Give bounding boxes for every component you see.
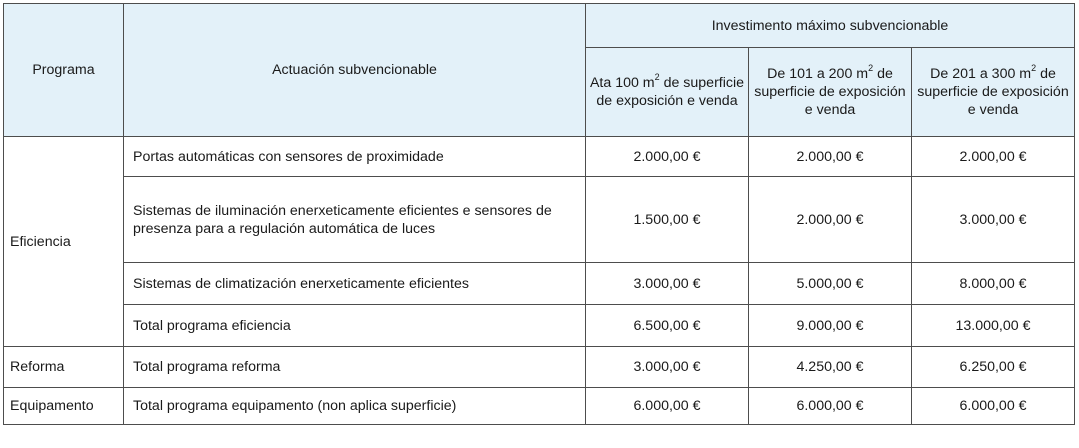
table-row: [4, 347, 1075, 388]
table-row: [4, 388, 1075, 425]
value-cell: 2.000,00 €: [749, 177, 912, 263]
actuacion-cell: Portas automáticas con sensores de proximidade: [124, 137, 586, 177]
value-cell: 6.000,00 €: [749, 388, 912, 425]
value-cell: 6.250,00 €: [912, 347, 1075, 388]
header-programa: Programa: [4, 4, 124, 137]
programa-cell-reforma: Reforma: [4, 347, 124, 388]
header-col-ata-100: Ata 100 $m^2$ de superficie de exposición e venda: [586, 48, 749, 137]
value-cell: 6.500,00 €: [586, 305, 749, 347]
value-cell: 3.000,00 €: [912, 177, 1075, 263]
table-row: [4, 305, 1075, 347]
value-cell: 2.000,00 €: [586, 137, 749, 177]
header-col-201-300: De 201 a 300 $m^2$ de superficie de exposición e venda: [912, 48, 1075, 137]
value-cell: 8.000,00 €: [912, 263, 1075, 305]
value-cell: 3.000,00 €: [586, 263, 749, 305]
value-cell: 2.000,00 €: [912, 137, 1075, 177]
programa-cell-eficiencia: Eficiencia: [4, 137, 124, 347]
value-cell: 3.000,00 €: [586, 347, 749, 388]
header-col-101-200: De 101 a 200 $m^2$ de superficie de exposición e venda: [749, 48, 912, 137]
value-cell: 5.000,00 €: [749, 263, 912, 305]
actuacion-cell-total: Total programa reforma: [124, 347, 586, 388]
value-cell: 4.250,00 €: [749, 347, 912, 388]
header-investimento: Investimento máximo subvencionable: [586, 4, 1075, 48]
subsidy-table: [3, 3, 1075, 425]
table-body: [4, 137, 1075, 425]
table-row: [4, 263, 1075, 305]
value-cell: 9.000,00 €: [749, 305, 912, 347]
value-cell: 6.000,00 €: [586, 388, 749, 425]
table-row: [4, 177, 1075, 263]
value-cell: 2.000,00 €: [749, 137, 912, 177]
actuacion-cell: Sistemas de iluminación enerxeticamente eficientes e sensores de presenza para a regulación automática de luces: [124, 177, 586, 263]
table-header: [4, 4, 1075, 137]
value-cell: 13.000,00 €: [912, 305, 1075, 347]
programa-cell-equipamento: Equipamento: [4, 388, 124, 425]
header-actuacion: Actuación subvencionable: [124, 4, 586, 137]
actuacion-cell-total: Total programa equipamento (non aplica superficie): [124, 388, 586, 425]
value-cell: 6.000,00 €: [912, 388, 1075, 425]
actuacion-cell: Sistemas de climatización enerxeticamente eficientes: [124, 263, 586, 305]
table-row: [4, 137, 1075, 177]
value-cell: 1.500,00 €: [586, 177, 749, 263]
actuacion-cell-total: Total programa eficiencia: [124, 305, 586, 347]
